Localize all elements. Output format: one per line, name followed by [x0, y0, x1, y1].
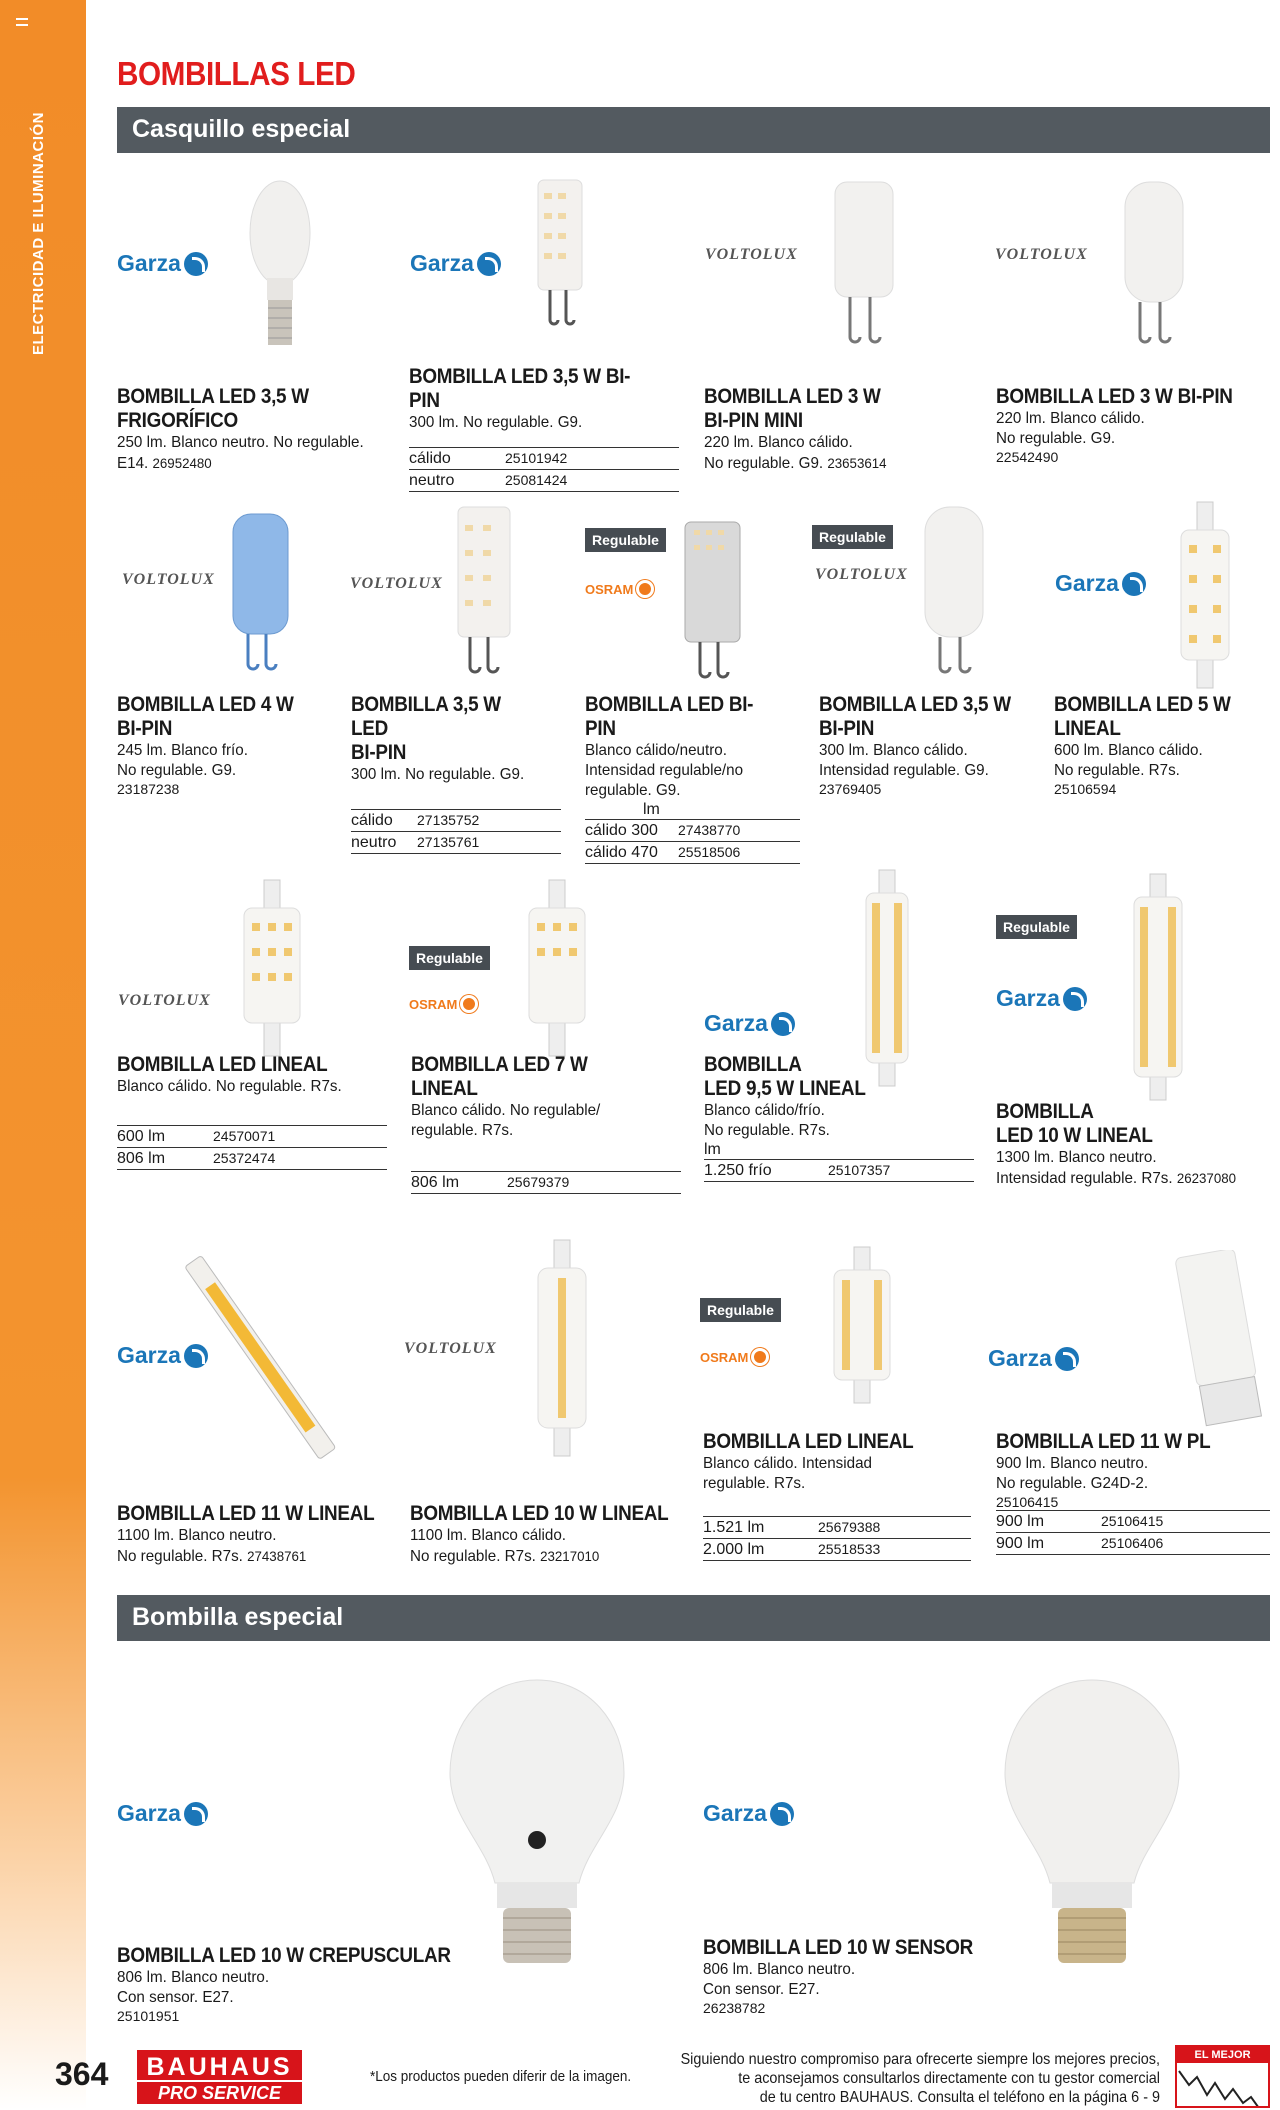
- product-card: [703, 1430, 971, 1561]
- voltolux-logo: VOLTOLUX: [122, 571, 215, 588]
- product-card: [996, 1100, 1270, 1189]
- product-name: BOMBILLA 3,5 W LED BI-PIN: [351, 693, 501, 764]
- product-name: BOMBILLA LED 3,5 W BI-PIN: [409, 365, 631, 412]
- osram-logo: OSRAM: [700, 1348, 769, 1366]
- product-desc: Blanco cálido. No regulable. R7s.: [117, 1078, 342, 1095]
- product-card: [996, 385, 1270, 465]
- disclaimer-text: *Los productos pueden diferir de la imagen.: [370, 2068, 632, 2085]
- product-card: [117, 1502, 407, 1567]
- linear-cob-bulb-image: [175, 1245, 345, 1470]
- a-bulb-image: [1000, 1678, 1185, 1978]
- garza-logo: Garza: [410, 250, 501, 277]
- product-name: BOMBILLA LED 10 W SENSOR: [703, 1936, 974, 1959]
- regulable-badge: Regulable: [996, 915, 1077, 939]
- product-desc: 300 lm. Blanco cálido. Intensidad regulable. G9.: [819, 742, 989, 779]
- product-desc: 1100 lm. Blanco cálido. No regulable. R7s.: [410, 1527, 567, 1565]
- variant-row: cálido 470 25518506: [585, 842, 800, 864]
- bipin-bulb-image: [920, 505, 990, 685]
- bauhaus-logo: BAUHAUS PRO SERVICE: [137, 2050, 302, 2104]
- product-desc: 900 lm. Blanco neutro. No regulable. G24D-2.: [996, 1455, 1149, 1492]
- product-ref: 25106594: [1054, 781, 1117, 797]
- variant-row: 600 lm 24570071: [117, 1126, 387, 1148]
- product-card: [704, 385, 974, 474]
- product-desc: Blanco cálido/frío. No regulable. R7s.: [704, 1102, 830, 1139]
- osram-linear-bulb-image: [830, 1245, 894, 1405]
- product-ref: 25106415: [996, 1494, 1059, 1510]
- variant-row: cálido 27135752: [351, 810, 561, 832]
- variant-table: [409, 447, 679, 492]
- osram-linear-bulb-image: [525, 878, 589, 1058]
- menu-icon[interactable]: [16, 18, 28, 26]
- variant-row: 1.250 frío 25107357: [704, 1160, 974, 1182]
- variant-row: cálido 300 27438770: [585, 820, 800, 842]
- product-name: BOMBILLA LED 10 W CREPUSCULAR: [117, 1944, 451, 1967]
- product-card: [117, 1053, 387, 1170]
- a-bulb-sensor-image: [445, 1678, 630, 1978]
- product-ref: 22542490: [996, 449, 1059, 465]
- product-desc: 300 lm. No regulable. G9.: [409, 414, 583, 431]
- product-card: [410, 1502, 700, 1567]
- variant-row: 900 lm 25106406: [996, 1533, 1270, 1555]
- product-card: [117, 693, 327, 797]
- garza-logo: Garza: [988, 1345, 1079, 1372]
- product-desc: Blanco cálido. No regulable/ regulable. R7s.: [411, 1102, 601, 1139]
- regulable-badge: Regulable: [585, 528, 666, 552]
- osram-logo: OSRAM: [585, 580, 654, 598]
- garza-logo: Garza: [1055, 570, 1146, 597]
- variant-table: [704, 1159, 974, 1182]
- mejor-precio-badge: EL MEJOR PRECIO: [1175, 2045, 1270, 2108]
- bipin-bulb-image: [1120, 180, 1190, 360]
- regulable-badge: Regulable: [409, 946, 490, 970]
- product-ref: 27438761: [247, 1548, 307, 1564]
- voltolux-logo: VOLTOLUX: [705, 246, 798, 263]
- product-card: [585, 693, 800, 864]
- linear-bulb-image: [1175, 500, 1235, 690]
- garza-logo: Garza: [996, 985, 1087, 1012]
- variant-table: [585, 819, 800, 864]
- product-name: BOMBILLA LED 11 W LINEAL: [117, 1502, 375, 1525]
- product-name: BOMBILLA LED 10 W LINEAL: [410, 1502, 669, 1525]
- garza-logo: Garza: [117, 250, 208, 277]
- fridge-bulb-image: [245, 178, 315, 358]
- product-ref: 26952480: [152, 455, 212, 471]
- product-ref: 26238782: [703, 2000, 766, 2016]
- price-chart-icon: [1177, 2063, 1268, 2106]
- product-name: BOMBILLA LED 5 W LINEAL: [1054, 693, 1231, 740]
- product-name: BOMBILLA LED 10 W LINEAL: [996, 1100, 1153, 1147]
- garza-logo: Garza: [117, 1342, 208, 1369]
- page-title: BOMBILLAS LED: [117, 55, 356, 92]
- pl-bulb-image: [1170, 1250, 1270, 1435]
- voltolux-logo: VOLTOLUX: [350, 575, 443, 592]
- product-name: BOMBILLA LED 3,5 W BI-PIN: [819, 693, 1011, 740]
- variant-row: 806 lm 25372474: [117, 1148, 387, 1170]
- variant-row: neutro 25081424: [409, 470, 679, 492]
- product-desc: 806 lm. Blanco neutro. Con sensor. E27.: [703, 1961, 856, 1998]
- unit-label: lm: [643, 801, 660, 818]
- product-name: BOMBILLA LED LINEAL: [703, 1430, 914, 1453]
- bipin-mini-bulb-image: [830, 180, 900, 360]
- product-name: BOMBILLA LED 3 W BI-PIN: [996, 385, 1233, 408]
- product-card: [117, 1944, 537, 2024]
- product-card: [351, 693, 561, 854]
- voltolux-logo: VOLTOLUX: [404, 1340, 497, 1357]
- footer-note: Siguiendo nuestro compromiso para ofrecerte siempre los mejores precios, te aconsejamos consultarlos directamente con tu gestor comercial de tu centro BAUHAUS. Consulta el teléfono en la página 6 - 9: [680, 2051, 1160, 2106]
- linear-bulb-image: [1130, 872, 1186, 1102]
- product-desc: Blanco cálido/neutro. Intensidad regulable/no regulable. G9.: [585, 742, 744, 799]
- product-card: [819, 693, 1039, 797]
- variant-table: [351, 809, 561, 854]
- product-desc: Blanco cálido. Intensidad regulable. R7s.: [703, 1455, 873, 1492]
- voltolux-logo: VOLTOLUX: [995, 246, 1088, 263]
- product-name: BOMBILLA LED 3 W BI-PIN MINI: [704, 385, 881, 432]
- product-desc: 250 lm. Blanco neutro. No regulable. E14.: [117, 434, 364, 472]
- variant-row: 900 lm 25106415: [996, 1511, 1270, 1533]
- sidebar-label: ELECTRICIDAD E ILUMINACIÓN: [30, 112, 47, 355]
- product-card: [117, 385, 407, 474]
- linear-bulb-image: [532, 1238, 592, 1458]
- variant-row: cálido 25101942: [409, 448, 679, 470]
- variant-row: 1.521 lm 25679388: [703, 1517, 971, 1539]
- voltolux-logo: VOLTOLUX: [815, 566, 908, 583]
- variant-table: [703, 1516, 971, 1561]
- product-ref: 23769405: [819, 781, 882, 797]
- bipin-bulb-image: [455, 505, 515, 685]
- unit-label: lm: [704, 1141, 721, 1158]
- product-name: BOMBILLA LED LINEAL: [117, 1053, 328, 1076]
- page-number: 364: [55, 2056, 109, 2092]
- section-header-casquillo: Casquillo especial: [117, 107, 1270, 153]
- product-card: [1054, 693, 1270, 797]
- product-name: BOMBILLA LED 4 W BI-PIN: [117, 693, 294, 740]
- section-header-bombilla: Bombilla especial: [117, 1595, 1270, 1641]
- garza-logo: Garza: [704, 1010, 795, 1037]
- product-desc: 806 lm. Blanco neutro. Con sensor. E27.: [117, 1969, 270, 2006]
- product-ref: 23653614: [827, 455, 887, 471]
- product-card: [996, 1430, 1270, 1555]
- product-name: BOMBILLA LED 11 W PL: [996, 1430, 1211, 1453]
- variant-table: [411, 1171, 681, 1194]
- product-name: BOMBILLA LED 7 W LINEAL: [411, 1053, 588, 1100]
- variant-row: neutro 27135761: [351, 832, 561, 854]
- variant-table: [996, 1510, 1270, 1555]
- product-name: BOMBILLA LED BI-PIN: [585, 693, 754, 740]
- variant-row: 806 lm 25679379: [411, 1172, 681, 1194]
- bipin-blue-bulb-image: [228, 512, 293, 682]
- sidebar: [0, 0, 86, 2110]
- voltolux-logo: VOLTOLUX: [118, 992, 211, 1009]
- product-card: [704, 1053, 974, 1182]
- product-desc: 220 lm. Blanco cálido. No regulable. G9.: [704, 434, 853, 472]
- product-desc: 1300 lm. Blanco neutro. Intensidad regulable. R7s.: [996, 1149, 1173, 1187]
- product-name: BOMBILLA LED 9,5 W LINEAL: [704, 1053, 866, 1100]
- garza-logo: Garza: [117, 1800, 208, 1827]
- regulable-badge: Regulable: [700, 1298, 781, 1322]
- product-desc: 300 lm. No regulable. G9.: [351, 766, 525, 783]
- variant-table: [117, 1125, 387, 1170]
- garza-logo: Garza: [703, 1800, 794, 1827]
- linear-bulb-image: [240, 878, 304, 1058]
- product-card: [409, 365, 679, 492]
- product-ref: 26237080: [1176, 1170, 1237, 1186]
- product-card: [703, 1936, 1123, 2016]
- osram-logo: OSRAM: [409, 995, 478, 1013]
- product-ref: 25101951: [117, 2008, 180, 2024]
- product-desc: 220 lm. Blanco cálido. No regulable. G9.: [996, 410, 1145, 447]
- variant-row: 2.000 lm 25518533: [703, 1539, 971, 1561]
- product-desc: 600 lm. Blanco cálido. No regulable. R7s.: [1054, 742, 1203, 779]
- bipin-bulb-image: [530, 178, 590, 338]
- product-ref: 23187238: [117, 781, 180, 797]
- product-desc: 1100 lm. Blanco neutro. No regulable. R7s.: [117, 1527, 277, 1565]
- osram-bipin-bulb-image: [680, 520, 750, 680]
- product-desc: 245 lm. Blanco frío. No regulable. G9.: [117, 742, 248, 779]
- product-ref: 23217010: [540, 1548, 600, 1564]
- regulable-badge: Regulable: [812, 525, 893, 549]
- product-name: BOMBILLA LED 3,5 W FRIGORÍFICO: [117, 385, 309, 432]
- product-card: [411, 1053, 681, 1194]
